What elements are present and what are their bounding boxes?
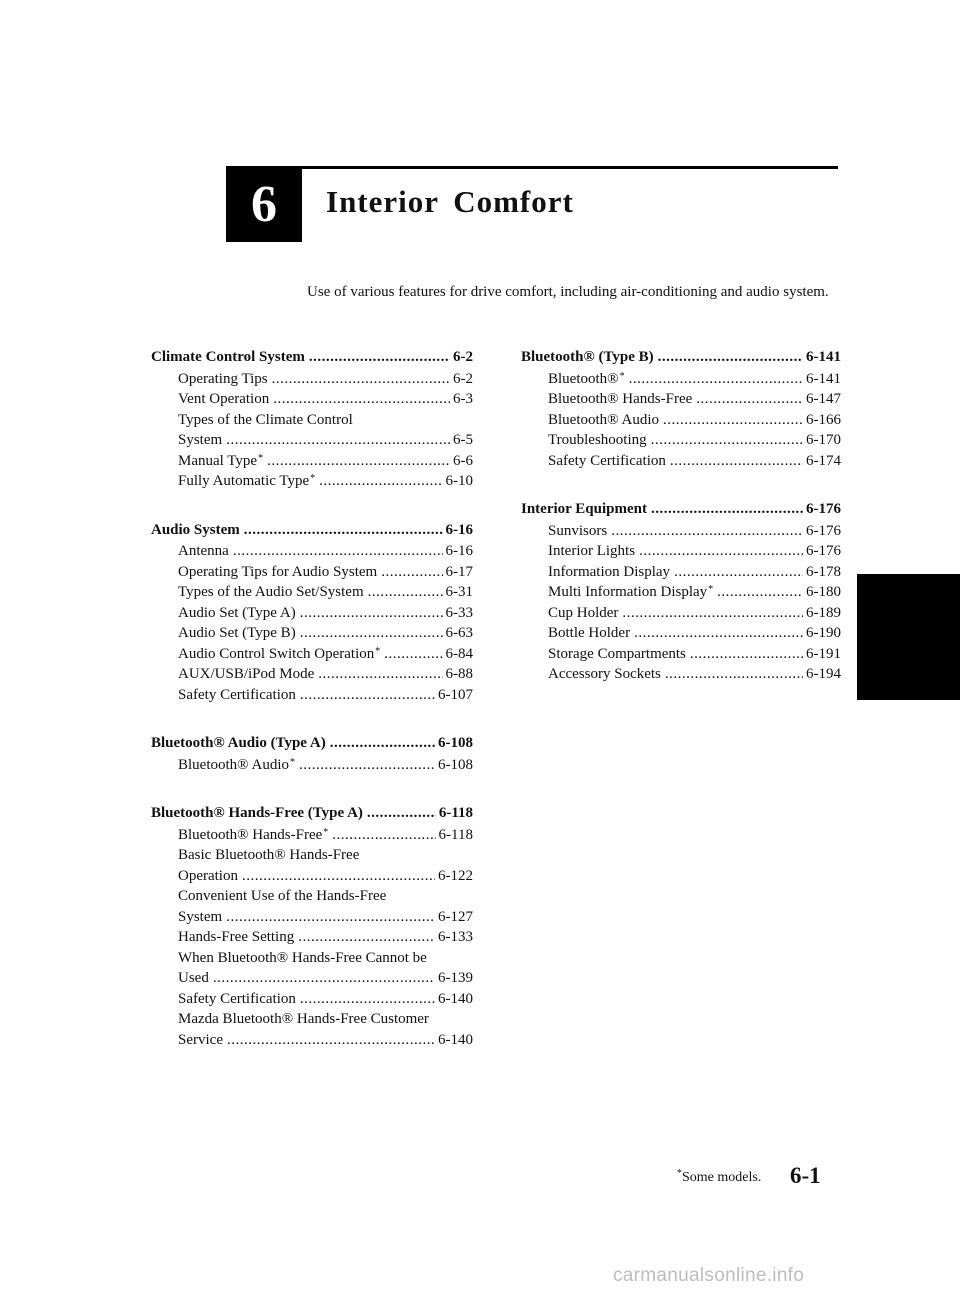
toc-entry[interactable] (521, 644, 841, 665)
toc-entry-page: 6-10 (445, 473, 473, 489)
toc-entry-row (521, 644, 841, 665)
toc-entry-row (521, 603, 841, 624)
toc-section (521, 347, 841, 471)
toc-leader-dots (233, 541, 443, 562)
toc-entry-page: 6-147 (806, 391, 841, 407)
toc-entry-label (178, 968, 209, 989)
toc-entry[interactable] (521, 562, 841, 583)
toc-entry-row (151, 603, 473, 624)
toc-leader-dots (226, 430, 450, 451)
toc-entry-label (178, 562, 377, 583)
toc-entry-row (151, 907, 473, 928)
toc-entry-page: 6-176 (806, 522, 841, 539)
toc-entry[interactable] (151, 582, 473, 603)
toc-entry-label-text: Safety Certification (548, 452, 666, 469)
toc-entry-label-text: Operation (178, 867, 238, 884)
toc-entry-page: 6-31 (445, 584, 473, 600)
toc-section-title: Bluetooth® Audio (Type A) (151, 735, 326, 751)
footnote-text: Some models. (682, 1170, 762, 1185)
toc-entry-label (178, 907, 222, 928)
toc-entry-label (548, 389, 692, 410)
toc-entry-label-text: Manual Type (178, 452, 258, 469)
toc-entry-page: 6-190 (806, 625, 841, 641)
toc-entry-page: 6-127 (438, 908, 473, 925)
toc-leader-dots (298, 927, 435, 948)
toc-leader-dots (267, 451, 450, 472)
toc-entry-label-text: Operating Tips for Audio System (178, 563, 378, 580)
toc-entry-row (151, 685, 473, 706)
toc-entry-row (151, 968, 473, 989)
toc-entry-label (548, 582, 713, 603)
toc-entry-label-text: Bottle Holder (548, 625, 631, 641)
toc-entry-label (548, 664, 661, 685)
toc-entry-label-text: Antenna (178, 543, 229, 559)
toc-section-page: 6-2 (453, 349, 473, 365)
toc-leader-dots (330, 733, 435, 754)
toc-entry-row (151, 430, 473, 451)
toc-entry-row (521, 541, 841, 562)
toc-entry-label-text: Audio Set (Type B) (178, 625, 296, 641)
toc-leader-dots (651, 499, 803, 520)
toc-entry-page: 6-140 (438, 990, 473, 1007)
toc-section-page: 6-141 (806, 349, 841, 365)
watermark: carmanualsonline.info (613, 1265, 805, 1286)
toc-right-column (521, 347, 841, 713)
toc-entry-label (548, 623, 630, 644)
toc-section-title: Climate Control System (151, 349, 305, 365)
chapter-number: 6 (251, 175, 277, 233)
toc-entry-label-text: Troubleshooting (548, 432, 647, 448)
toc-leader-dots (663, 410, 803, 431)
toc-entry-row (151, 927, 473, 948)
footnote (676, 1170, 761, 1186)
toc-section-heading[interactable] (151, 520, 473, 541)
toc-leader-dots (622, 603, 803, 624)
toc-entry-page: 6-63 (445, 625, 473, 641)
toc-entry-page: 6-108 (438, 756, 473, 773)
toc-leader-dots (670, 451, 803, 472)
toc-entry-label (178, 471, 315, 492)
toc-entry-label-text: Bluetooth® Hands-Free (548, 391, 693, 407)
toc-entry-label (548, 521, 607, 542)
toc-entry-label (548, 451, 666, 472)
toc-entry-row (521, 369, 841, 390)
some-models-star: * (310, 473, 316, 484)
toc-entry[interactable] (151, 825, 473, 846)
toc-leader-dots (272, 369, 450, 390)
toc-leader-dots (384, 644, 442, 665)
toc-entry[interactable] (521, 541, 841, 562)
toc-entry[interactable] (151, 451, 473, 472)
toc-entry-row (151, 989, 473, 1010)
toc-leader-dots (319, 471, 442, 492)
toc-entry-page: 6-191 (806, 645, 841, 662)
toc-leader-dots (213, 968, 435, 989)
toc-leader-dots (300, 603, 443, 624)
toc-entry[interactable] (521, 603, 841, 624)
toc-entry-row (151, 582, 473, 603)
toc-entry-page: 6-180 (806, 584, 841, 600)
toc-entry-label-text: Hands-Free Setting (178, 929, 295, 945)
toc-entry-row (521, 430, 841, 451)
toc-leader-dots (674, 562, 803, 583)
toc-leader-dots (273, 389, 450, 410)
toc-leader-dots (300, 623, 443, 644)
toc-entry-label (178, 989, 296, 1010)
toc-leader-dots (332, 825, 435, 846)
toc-entry-label-line: Convenient Use of the Hands-Free (178, 888, 387, 904)
toc-leader-dots (629, 369, 803, 390)
toc-leader-dots (717, 582, 803, 603)
toc-leader-dots (696, 389, 803, 410)
toc-entry-label (548, 369, 625, 390)
toc-left-column (151, 347, 473, 1078)
toc-section-heading[interactable] (521, 499, 841, 520)
chapter-side-tab (857, 574, 960, 700)
toc-entry-row (151, 825, 473, 846)
toc-entry[interactable] (521, 582, 841, 603)
toc-section-heading[interactable] (151, 347, 473, 368)
toc-section-page: 6-176 (806, 501, 841, 517)
toc-section-title: Interior Equipment (521, 501, 647, 517)
toc-section-title: Bluetooth® (Type B) (521, 349, 654, 365)
toc-section-heading[interactable] (521, 347, 841, 368)
toc-entry-row (151, 866, 473, 887)
toc-entry[interactable] (521, 410, 841, 431)
toc-entry-label (178, 927, 294, 948)
toc-section-title: Audio System (151, 521, 240, 538)
toc-entry-label-line: When Bluetooth® Hands-Free Cannot be (178, 949, 427, 966)
toc-leader-dots (665, 664, 803, 685)
toc-entry-page: 6-170 (806, 432, 841, 448)
toc-leader-dots (367, 803, 436, 824)
toc-entry-label (178, 623, 296, 644)
chapter-title: Interior Comfort (326, 184, 574, 219)
toc-entry-label (548, 541, 635, 562)
toc-entry-row (151, 644, 473, 665)
toc-entry-page: 6-17 (445, 563, 473, 580)
toc-entry[interactable] (151, 685, 473, 706)
toc-entry[interactable] (521, 389, 841, 410)
toc-leader-dots (300, 685, 435, 706)
toc-leader-dots (611, 521, 803, 542)
toc-entry-row (151, 664, 473, 685)
toc-entry-page: 6-194 (806, 666, 841, 682)
toc-entry-page: 6-166 (806, 411, 841, 428)
toc-leader-dots (381, 562, 442, 583)
toc-entry-label-line: Basic Bluetooth® Hands-Free (178, 847, 360, 863)
toc-entry-page: 6-133 (438, 929, 473, 945)
toc-entry[interactable] (521, 369, 841, 390)
toc-entry-label-text: Cup Holder (548, 604, 619, 621)
toc-entry-label-line: Mazda Bluetooth® Hands-Free Customer (178, 1011, 429, 1027)
toc-entry[interactable] (521, 521, 841, 542)
toc-section (521, 499, 841, 685)
toc-entry-label-line: Types of the Climate Control (178, 411, 353, 428)
toc-entry-page: 6-2 (453, 370, 473, 387)
toc-entry-label (178, 685, 296, 706)
toc-entry-label (548, 644, 686, 665)
toc-entry-page: 6-140 (438, 1031, 473, 1048)
toc-entry[interactable] (151, 845, 473, 886)
toc-leader-dots (227, 1030, 435, 1051)
toc-entry[interactable] (521, 451, 841, 472)
toc-entry-page: 6-189 (806, 604, 841, 621)
toc-leader-dots (226, 907, 435, 928)
toc-entry-label-text: Service (178, 1031, 223, 1048)
toc-section-heading[interactable] (151, 733, 473, 754)
toc-entry-label (178, 755, 295, 776)
toc-entry-row (151, 623, 473, 644)
toc-entry-label (178, 451, 263, 472)
toc-entry-label-text: Sunvisors (548, 522, 608, 539)
toc-entry-page: 6-5 (453, 432, 473, 448)
toc-entry-row (521, 623, 841, 644)
some-models-star: * (323, 826, 329, 838)
toc-entry-page: 6-16 (445, 543, 473, 559)
toc-entry[interactable] (151, 755, 473, 776)
chapter-title-rule (302, 166, 838, 169)
toc-entry-row (521, 582, 841, 603)
toc-entry-label (178, 541, 229, 562)
toc-entry-label-text: Bluetooth® Audio (548, 411, 659, 428)
some-models-star: * (619, 370, 625, 382)
toc-leader-dots (368, 582, 443, 603)
toc-entry-label-text: Information Display (548, 563, 671, 580)
toc-section-page: 6-16 (445, 521, 473, 538)
toc-entry-label (178, 430, 222, 451)
toc-entry-page: 6-118 (438, 826, 473, 843)
toc-leader-dots (244, 520, 443, 541)
toc-entry-row (151, 562, 473, 583)
toc-leader-dots (658, 347, 803, 368)
toc-entry-label-text: Interior Lights (548, 543, 636, 559)
toc-entry-row (521, 521, 841, 542)
toc-entry-label-text: Audio Control Switch Operation (178, 645, 375, 662)
toc-entry-label-text: Vent Operation (178, 391, 270, 407)
toc-entry-label-text: Types of the Audio Set/System (178, 584, 364, 600)
toc-entry-label (178, 369, 268, 390)
toc-section-title: Bluetooth® Hands-Free (Type A) (151, 805, 363, 821)
toc-leader-dots (639, 541, 803, 562)
toc-entry-label-text: Accessory Sockets (548, 666, 661, 682)
toc-entry[interactable] (521, 623, 841, 644)
toc-entry-label-text: Storage Compartments (548, 645, 686, 662)
toc-entry-row (521, 410, 841, 431)
toc-entry-label (178, 603, 296, 624)
toc-entry-label-text: System (178, 432, 223, 448)
toc-entry[interactable] (151, 369, 473, 390)
toc-entry[interactable] (151, 989, 473, 1010)
toc-entry-label-text: Bluetooth® Audio (178, 756, 289, 773)
toc-entry-label (178, 825, 328, 846)
toc-section-page: 6-118 (438, 805, 473, 821)
toc-entry-row (521, 562, 841, 583)
footnote-star: * (677, 1168, 682, 1179)
toc-section (151, 347, 473, 492)
toc-entry-label-text: Bluetooth® Hands-Free (178, 826, 323, 843)
toc-entry-row (151, 541, 473, 562)
toc-entry-row (521, 664, 841, 685)
toc-section-page: 6-108 (438, 735, 473, 751)
toc-entry-page: 6-122 (438, 867, 473, 884)
chapter-number-box (226, 166, 302, 242)
toc-entry-page: 6-84 (445, 645, 473, 662)
toc-entry-label-text: Safety Certification (178, 686, 296, 703)
toc-entry-label (178, 866, 238, 887)
toc-entry[interactable] (151, 389, 473, 410)
some-models-star: * (258, 452, 264, 464)
toc-entry[interactable] (151, 948, 473, 989)
toc-entry-page: 6-3 (453, 391, 473, 407)
toc-entry-row (521, 451, 841, 472)
toc-section (151, 733, 473, 775)
toc-entry-label-text: Used (178, 970, 209, 986)
toc-entry-label (178, 644, 380, 665)
toc-entry-label-text: Safety Certification (178, 990, 296, 1007)
toc-entry-page: 6-141 (806, 370, 841, 387)
toc-leader-dots (242, 866, 435, 887)
toc-leader-dots (300, 989, 435, 1010)
toc-entry-page: 6-33 (445, 604, 473, 621)
toc-entry-label-text: Fully Automatic Type (178, 473, 310, 489)
toc-entry[interactable] (151, 1009, 473, 1050)
toc-entry[interactable] (151, 664, 473, 685)
toc-entry[interactable] (151, 927, 473, 948)
toc-entry-page: 6-6 (453, 452, 473, 469)
toc-entry[interactable] (151, 603, 473, 624)
toc-leader-dots (690, 644, 803, 665)
toc-entry-page: 6-139 (438, 970, 473, 986)
toc-entry-page: 6-178 (806, 563, 841, 580)
toc-entry-row (151, 451, 473, 472)
toc-entry-row (151, 389, 473, 410)
some-models-star: * (289, 756, 295, 768)
toc-entry[interactable] (521, 430, 841, 451)
toc-entry[interactable] (151, 410, 473, 451)
toc-entry-label (178, 389, 269, 410)
toc-leader-dots (318, 664, 442, 685)
toc-entry[interactable] (151, 886, 473, 927)
toc-leader-dots (634, 623, 803, 644)
toc-entry-label-text: Multi Information Display (548, 584, 708, 600)
toc-entry-label-text: AUX/USB/iPod Mode (178, 666, 315, 682)
toc-section (151, 520, 473, 706)
toc-section (151, 803, 473, 1050)
toc-leader-dots (309, 347, 450, 368)
toc-entry-row (151, 369, 473, 390)
toc-entry-label (178, 664, 314, 685)
toc-entry-label-text: Bluetooth® (548, 370, 619, 387)
toc-entry-label-text: Operating Tips (178, 370, 268, 387)
toc-entry-page: 6-88 (445, 666, 473, 682)
toc-entry-page: 6-107 (438, 686, 473, 703)
toc-entry[interactable] (151, 541, 473, 562)
toc-entry-row (151, 1030, 473, 1051)
toc-entry-row (521, 389, 841, 410)
toc-entry-page: 6-174 (806, 452, 841, 469)
toc-entry-label (178, 1030, 223, 1051)
toc-entry-label-text: Audio Set (Type A) (178, 604, 296, 621)
toc-entry-label (548, 410, 659, 431)
toc-leader-dots (651, 430, 803, 451)
toc-entry[interactable] (151, 562, 473, 583)
page-number: 6-1 (790, 1163, 821, 1188)
toc-section-heading[interactable] (151, 803, 473, 824)
toc-entry-label (548, 430, 647, 451)
some-models-star: * (375, 645, 381, 657)
toc-entry[interactable] (151, 623, 473, 644)
toc-entry-label (178, 582, 364, 603)
chapter-intro: Use of various features for drive comfort, including air-conditioning and audio system. (307, 284, 829, 300)
toc-entry-row (151, 755, 473, 776)
toc-entry-page: 6-176 (806, 543, 841, 559)
toc-leader-dots (299, 755, 435, 776)
toc-entry-row (151, 471, 473, 492)
toc-entry[interactable] (151, 471, 473, 492)
toc-entry[interactable] (521, 664, 841, 685)
toc-entry[interactable] (151, 644, 473, 665)
toc-entry-label (548, 562, 670, 583)
toc-entry-label-text: System (178, 908, 223, 925)
some-models-star: * (708, 584, 714, 595)
toc-entry-label (548, 603, 618, 624)
